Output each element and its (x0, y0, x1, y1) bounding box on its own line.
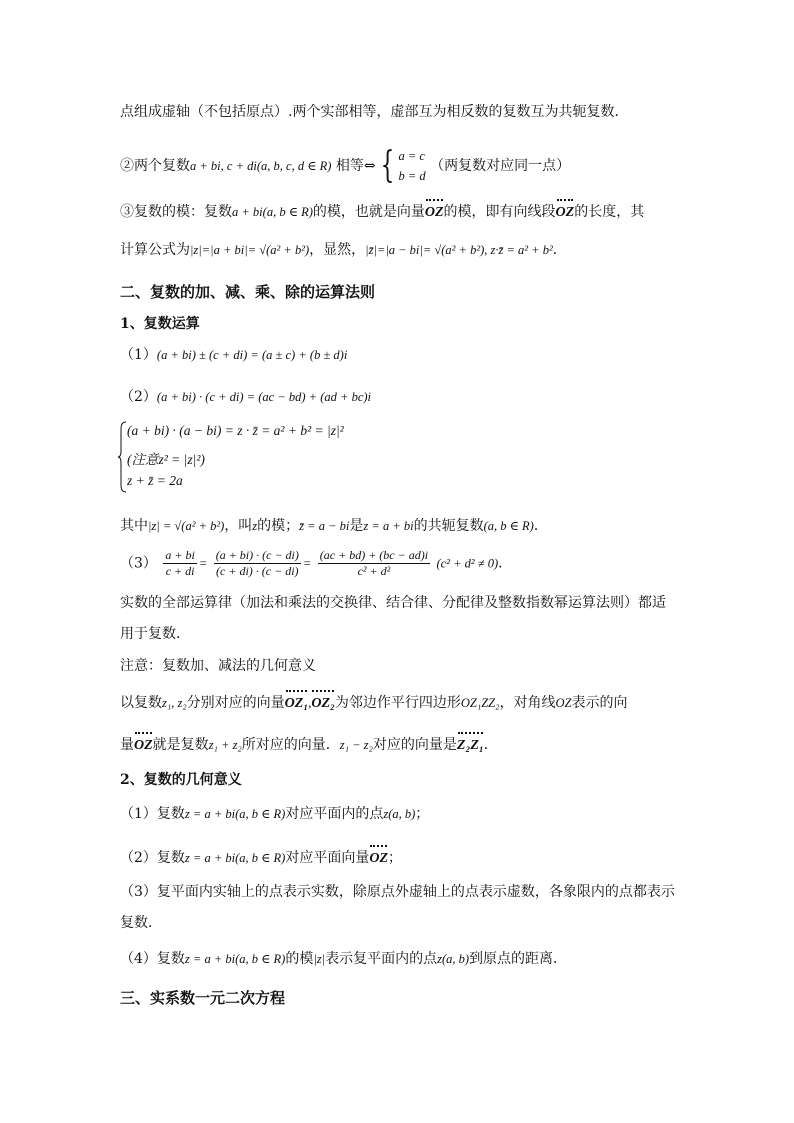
formula: (a, b ∈ R) (483, 519, 534, 533)
paragraph-conjugate-def (120, 102, 628, 122)
operation-divide: （3） $\frac{a + bi}{c + di}$ = $\frac{(a + bi) \cdot (c - di)}{(c + di) \cdot (c - di)}$ = $\frac{(ac + bd) + (bc - ad)i}{\text{c² + d²}}$ (c² + d² ≠ 0)． (120, 548, 513, 578)
formula: a + bi, c + di(a, b, c, d ∈ R) (190, 159, 332, 173)
denominator: c + di (165, 564, 195, 578)
text: ，显然， (309, 242, 366, 258)
formula: z = a + bi (363, 519, 414, 533)
fraction (163, 548, 196, 579)
text: 复数． (120, 915, 162, 931)
formula: (a + bi) · (c + di) = (ac − bd) + (ad + bc)i (156, 390, 372, 404)
text: 对应的向量是 (372, 737, 457, 753)
text: 的模； (257, 518, 300, 534)
operation-add-sub (120, 345, 347, 365)
paragraph-modulus-formula (120, 240, 567, 260)
text: 点组成虚轴（不包括原点）.两个实部相等，虚部互为相反数的复数互为共轭复数． (120, 104, 629, 120)
geometry-item-2 (120, 845, 402, 869)
formula: z̄ = a − bi (299, 519, 350, 533)
fraction (318, 548, 430, 579)
text: 对应平面内的点 (285, 806, 384, 822)
vector-oz2: OZ₂ (311, 690, 335, 714)
heading-text: 2、复数的几何意义 (120, 772, 242, 788)
geometry-item-3a (120, 882, 675, 902)
system-line-2: (注意z² = |z|²) (127, 452, 205, 467)
text: 的长度，其 (574, 204, 645, 220)
text: 的共轭复数 (413, 518, 484, 534)
text: ，叫 (224, 518, 253, 534)
text: 以复数 (120, 695, 162, 711)
text: （两复数对应同一点） (430, 158, 571, 174)
text: 用于复数． (120, 626, 190, 642)
text: 实数的全部运算律（加法和乘法的交换律、结合律、分配律及整数指数幂运算法则）都适 (120, 595, 666, 611)
text: （3）复平面内实轴上的点表示实数，除原点外虚轴上的点表示虚数，各象限内的点都表示 (120, 884, 675, 900)
vector-oz: OZ (425, 199, 444, 223)
vector-z2z1: Z₂Z₁ (457, 732, 484, 756)
system-line: b = d (398, 169, 426, 183)
paragraph-equality (120, 146, 570, 186)
formula: z₁ − z₂ (339, 738, 373, 752)
text: 所对应的向量． (241, 737, 340, 753)
note-geometric (120, 656, 316, 676)
equation-system (398, 146, 425, 186)
denominator: (c + di) · (c − di) (216, 564, 299, 578)
vector-oz: OZ (134, 732, 153, 756)
text: （2）复数 (120, 850, 185, 866)
text: ． (483, 737, 498, 753)
text: ． (552, 242, 567, 258)
formula: OZ (555, 696, 572, 710)
paragraph-laws-1 (120, 593, 666, 613)
geometry-item-4 (120, 949, 567, 969)
text: ，对角线 (499, 695, 556, 711)
label: （3） (120, 555, 157, 572)
text: 量 (120, 737, 134, 753)
vector-oz1: OZ₁ (285, 690, 309, 714)
formula: |z̄|=|a − bi|= √(a² + b²), z·z̄ = a² + b² (365, 243, 553, 257)
text: 其中 (120, 518, 148, 534)
text: （1）复数 (120, 806, 185, 822)
heading-text: 1、复数运算 (120, 316, 200, 332)
left-brace (117, 421, 127, 493)
formula: z(a, b) (383, 807, 416, 821)
subheading-operations (120, 314, 200, 334)
text: 到原点的距离． (469, 951, 568, 967)
formula: z = a + bi(a, b ∈ R) (184, 851, 286, 865)
text: 的模，也就是向量 (312, 204, 425, 220)
text: 的模 (285, 951, 314, 967)
numerator: (a + bi) · (c − di) (215, 548, 299, 562)
paragraph-modulus-conjugate (120, 516, 548, 536)
paragraph-laws-2 (120, 624, 190, 644)
brace-symbol: { (380, 145, 394, 186)
text: ③复数的模：复数 (120, 204, 232, 220)
formula: |z| (313, 952, 326, 966)
text: 相等⇔ (335, 158, 376, 174)
denominator: c² + d² (357, 564, 391, 578)
formula: z (252, 519, 258, 533)
text: 表示的向 (571, 695, 628, 711)
text: 是 (349, 518, 364, 534)
heading-text: 二、复数的加、减、乘、除的运算法则 (120, 283, 376, 301)
text: 表示复平面内的点 (325, 951, 438, 967)
system-line-1: (a + bi) · (a − bi) = z · z̄ = a² + b² = |z|² (127, 423, 344, 438)
formula: z₁ + z₂ (208, 738, 242, 752)
geometry-item-3b (120, 913, 162, 933)
text: ； (415, 806, 430, 822)
paragraph-parallelogram: 以复数z₁, z₂分别对应的向量OZ₁,OZ₂为邻边作平行四边形OZ₁ZZ₂，对角线OZ表示的向 (120, 690, 627, 714)
text: ②两个复数 (120, 158, 190, 174)
formula: z = a + bi(a, b ∈ R) (184, 807, 286, 821)
label: （1） (120, 347, 157, 363)
text: ； (388, 850, 403, 866)
formula: a + bi(a, b ∈ R) (232, 205, 313, 219)
subheading-geometry (120, 770, 242, 790)
text: 注意：复数加、减法的几何意义 (120, 658, 316, 674)
system-line-3: z + z̄ = 2a (127, 473, 183, 488)
section-heading-3 (120, 988, 285, 1008)
fraction (214, 548, 301, 579)
text: ． (498, 555, 513, 572)
formula: |z|=|a + bi|= √(a² + b²) (190, 243, 310, 257)
formula: |z| = √(a² + b²) (148, 519, 225, 533)
numerator: (ac + bd) + (bc − ad)i (319, 548, 429, 562)
label: （2） (120, 389, 157, 405)
formula: (a + bi) ± (c + di) = (a ± c) + (b ± d)i (156, 348, 348, 362)
formula: z(a, b) (437, 952, 470, 966)
formula: (c² + d² ≠ 0) (436, 556, 499, 571)
text: 的模，即有向线段 (443, 204, 556, 220)
text: 对应平面向量 (285, 850, 370, 866)
paragraph-modulus (120, 199, 644, 223)
numerator: a + bi (165, 548, 195, 562)
formula: OZ₁ZZ₂ (460, 696, 500, 710)
heading-text: 三、实系数一元二次方程 (120, 989, 286, 1007)
text: 就是复数 (152, 737, 209, 753)
text: 为邻边作平行四边形 (334, 695, 461, 711)
formula: z = a + bi(a, b ∈ R) (184, 952, 286, 966)
operation-multiply (120, 387, 371, 407)
paragraph-vector-sum (120, 732, 498, 756)
system-line: a = c (398, 149, 425, 163)
text: 分别对应的向量 (186, 695, 285, 711)
text: ． (533, 518, 548, 534)
text: （4）复数 (120, 951, 185, 967)
vector-oz: OZ (369, 845, 388, 869)
text: 计算公式为 (120, 242, 190, 258)
vector-oz: OZ (556, 199, 575, 223)
formula: z₁, z₂ (162, 696, 187, 710)
geometry-item-1 (120, 804, 429, 824)
section-heading-2 (120, 282, 375, 302)
